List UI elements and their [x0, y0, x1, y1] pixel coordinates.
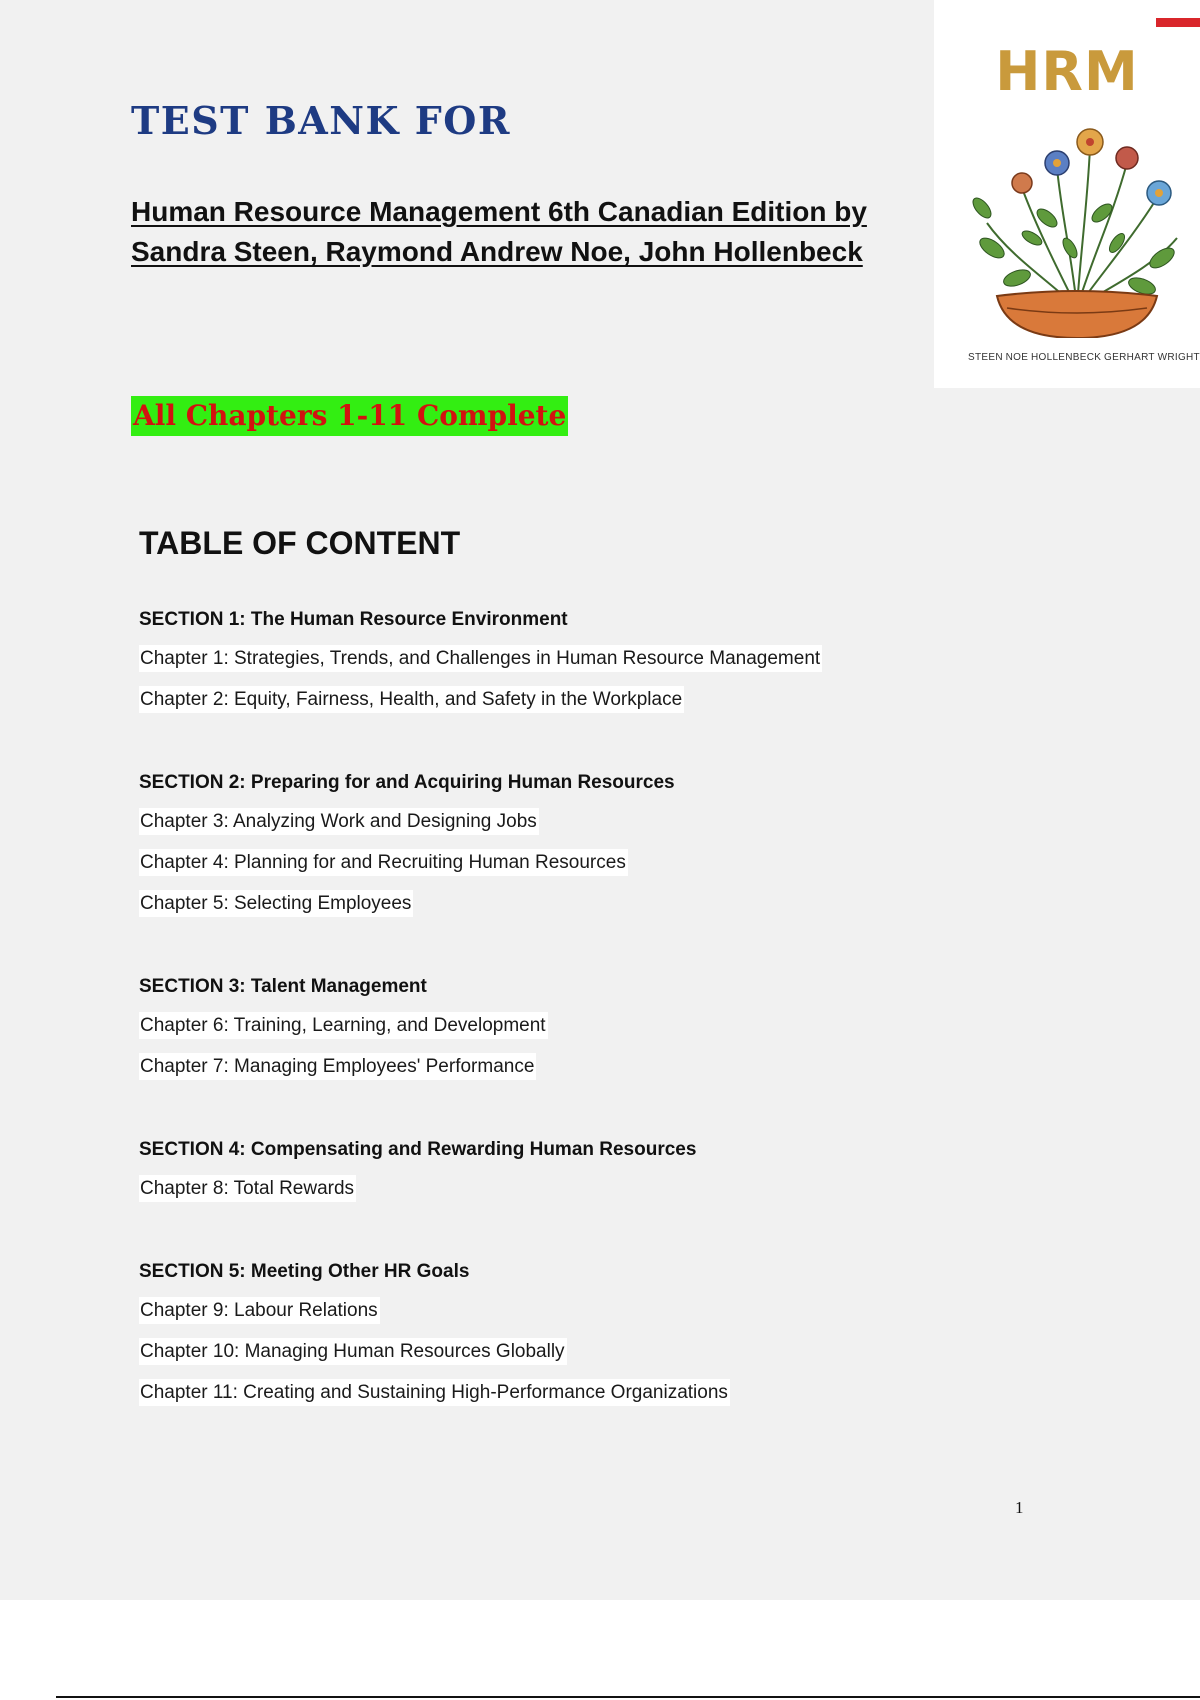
- chapter-item: [139, 849, 919, 890]
- chapter-label: Chapter 9: Labour Relations: [139, 1297, 380, 1324]
- cover-author: WRIGHT: [1157, 352, 1200, 363]
- chapter-item: [139, 1379, 919, 1420]
- chapter-label: Chapter 2: Equity, Fairness, Health, and Safety in the Workplace: [139, 686, 684, 713]
- cover-author: GERHART: [1104, 352, 1155, 363]
- flower-bowl-illustration: [962, 108, 1192, 338]
- toc-section-1: [139, 605, 919, 727]
- chapter-label: Chapter 5: Selecting Employees: [139, 890, 413, 917]
- section-title: SECTION 2: Preparing for and Acquiring Human Resources: [139, 772, 675, 793]
- section-title: SECTION 5: Meeting Other HR Goals: [139, 1261, 470, 1282]
- toc-section-2: [139, 768, 919, 931]
- cover-author: HOLLENBECK: [1030, 352, 1102, 363]
- chapter-item: [139, 1175, 919, 1216]
- publisher-flag: [1156, 18, 1200, 27]
- chapter-label: Chapter 1: Strategies, Trends, and Challenges in Human Resource Management: [139, 645, 822, 672]
- chapter-label: Chapter 10: Managing Human Resources Globally: [139, 1338, 567, 1365]
- section-title: SECTION 4: Compensating and Rewarding Human Resources: [139, 1139, 697, 1160]
- chapter-item: [139, 1297, 919, 1338]
- chapter-item: [139, 808, 919, 849]
- cover-author-list: [968, 352, 1200, 363]
- chapter-item: [139, 686, 919, 727]
- cover-author: NOE: [1005, 352, 1029, 363]
- chapters-complete-badge: All Chapters 1-11 Complete: [131, 396, 568, 436]
- chapter-label: Chapter 6: Training, Learning, and Development: [139, 1012, 548, 1039]
- page-number: 1: [1015, 1498, 1024, 1517]
- cover-author: STEEN: [968, 352, 1003, 363]
- chapter-label: Chapter 11: Creating and Sustaining High-Performance Organizations: [139, 1379, 730, 1406]
- chapter-label: Chapter 4: Planning for and Recruiting Human Resources: [139, 849, 628, 876]
- toc-section-5: [139, 1257, 919, 1420]
- toc-section-4: [139, 1135, 919, 1216]
- chapter-label: Chapter 8: Total Rewards: [139, 1175, 356, 1202]
- chapter-item: [139, 1053, 919, 1094]
- section-title: SECTION 3: Talent Management: [139, 976, 427, 997]
- table-of-contents: [139, 605, 919, 1461]
- chapter-item: [139, 1338, 919, 1379]
- chapter-item: [139, 890, 919, 931]
- chapter-label: Chapter 7: Managing Employees' Performance: [139, 1053, 536, 1080]
- toc-section-3: [139, 972, 919, 1094]
- book-title-line-2: Sandra Steen, Raymond Andrew Noe, John Hollenbeck: [131, 236, 863, 267]
- chapter-item: [139, 1012, 919, 1053]
- book-title-line-1: Human Resource Management 6th Canadian Edition by: [131, 196, 867, 227]
- chapter-item: [139, 645, 919, 686]
- table-of-contents-heading: TABLE OF CONTENT: [139, 525, 461, 561]
- cover-title: HRM: [995, 40, 1139, 103]
- test-bank-heading: TEST BANK FOR: [131, 98, 511, 143]
- section-title: SECTION 1: The Human Resource Environment: [139, 609, 568, 630]
- book-cover-image: [934, 0, 1200, 388]
- book-title: [131, 192, 911, 272]
- chapter-label: Chapter 3: Analyzing Work and Designing Jobs: [139, 808, 539, 835]
- footer-divider: [56, 1696, 1200, 1698]
